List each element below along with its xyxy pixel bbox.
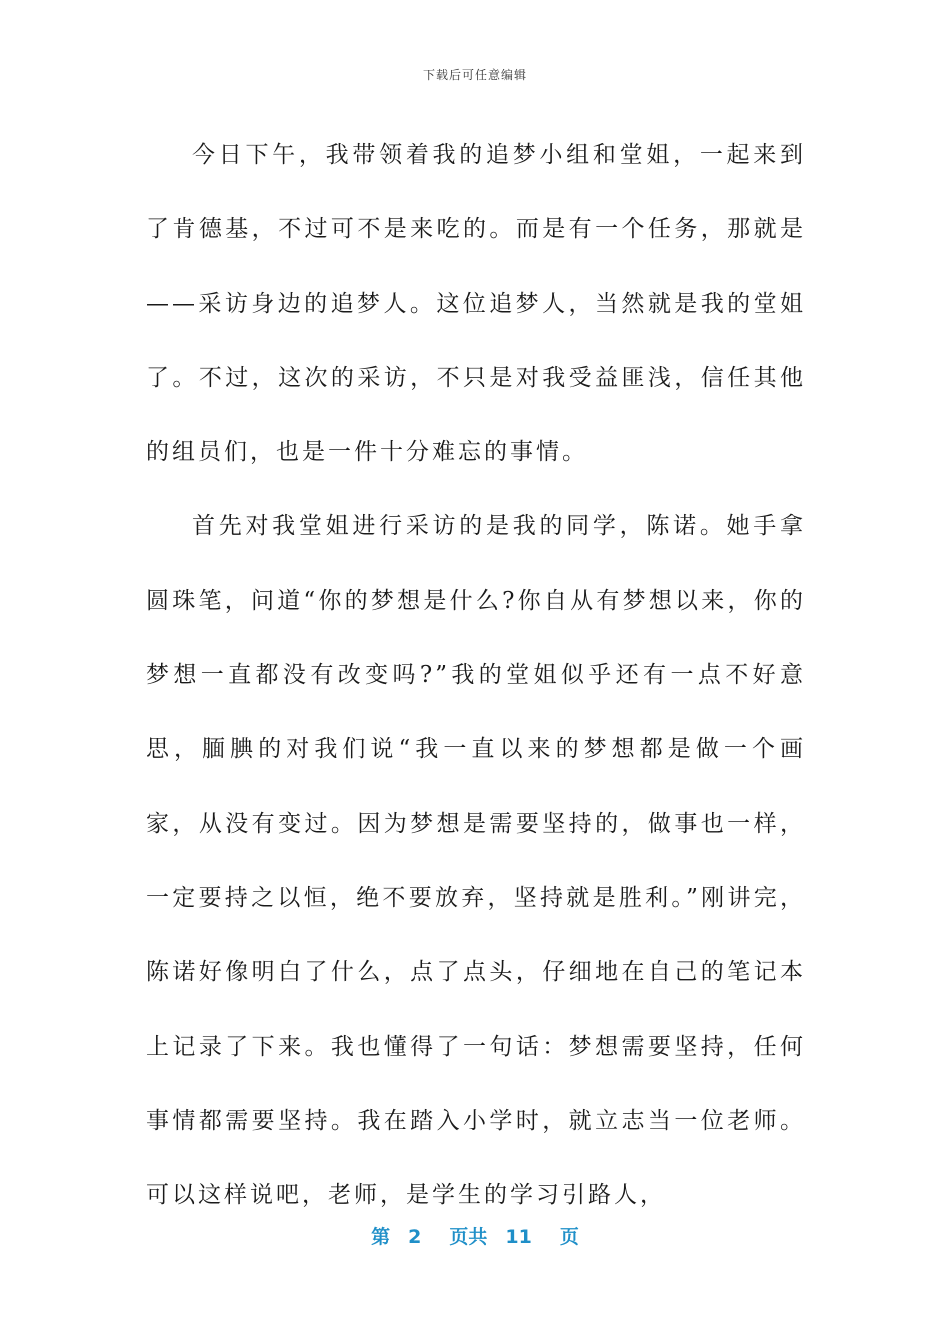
- page-header-note: 下载后可任意编辑: [422, 68, 527, 82]
- footer-page-number: 2: [408, 1226, 422, 1248]
- footer-page-suffix: 页共: [449, 1226, 488, 1248]
- paragraph-1: 今日下午，我带领着我的追梦小组和堂姐，一起来到了肯德基，不过可不是来吃的。而是有一个任务，那就是——采访身边的追梦人。这位追梦人，当然就是我的堂姐了。不过，这次的采访，不只是对我受益匪浅，信任其他的组员们，也是一件十分难忘的事情。: [146, 142, 806, 466]
- paragraph-2: 首先对我堂姐进行采访的是我的同学，陈诺。她手拿圆珠笔，问道“你的梦想是什么?你自从有梦想以来，你的梦想一直都没有改变吗?”我的堂姐似乎还有一点不好意思，腼腆的对我们说“我一直以来的梦想都是做一个画家，从没有变过。因为梦想是需要坚持的，做事也一样，一定要持之以恒，绝不要放弃，坚持就是胜利。”刚讲完，陈诺好像明白了什么，点了点头，仔细地在自己的笔记本上记录了下来。我也懂得了一句话：梦想需要坚持，任何事情都需要坚持。我在踏入小学时，就立志当一位老师。可以这样说吧，老师，是学生的学习引路人，: [146, 513, 806, 1209]
- document-body: [146, 118, 806, 1232]
- footer-page-label: 第: [371, 1226, 391, 1248]
- footer-total-suffix: 页: [559, 1226, 579, 1248]
- footer-total-pages: 11: [505, 1226, 532, 1248]
- page-footer: [0, 1222, 950, 1249]
